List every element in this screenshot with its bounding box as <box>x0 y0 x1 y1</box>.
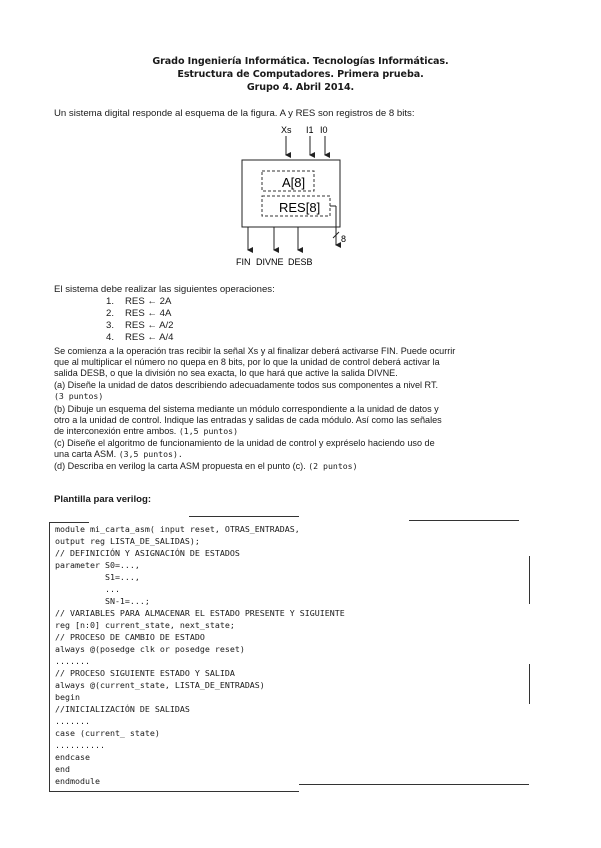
code-line: always @(current_state, LISTA_DE_ENTRADAS) <box>55 680 265 690</box>
code-line: // VARIABLES PARA ALMACENAR EL ESTADO PRESENTE Y SIGUIENTE <box>55 608 345 618</box>
code-line: endcase <box>55 752 90 762</box>
paragraph-line: que al multiplicar el número no quepa en 8 bits, por lo que la unidad de control deberá activar la <box>54 357 440 367</box>
input-label-i1: I1 <box>306 125 314 135</box>
question-a-points: (3 puntos) <box>54 391 104 401</box>
code-line: case (current_ state) <box>55 728 160 738</box>
code-line: always @(posedge clk or posedge reset) <box>55 644 245 654</box>
register-a-label: A[8] <box>282 175 306 190</box>
operation-item: 1. RES ← 2A <box>106 296 172 307</box>
paragraph-line: Se comienza a la operación tras recibir la señal Xs y al finalizar deberá activarse FIN. Puede ocurrir <box>54 346 456 356</box>
question-a: (a) Diseñe la unidad de datos describiendo adecuadamente todos sus componentes a nivel RT. <box>54 380 439 390</box>
code-line: begin <box>55 692 80 702</box>
question-b-line-3: de interconexión entre ambos. (1,5 puntos) <box>54 426 239 436</box>
operation-item: 3. RES ← A/2 <box>106 320 174 331</box>
code-line: end <box>55 764 70 774</box>
input-label-i0: I0 <box>320 125 328 135</box>
header-line-1: Grado Ingeniería Informática. Tecnologías Informáticas. <box>152 56 449 67</box>
block-diagram <box>230 120 370 270</box>
output-label-fin: FIN <box>236 257 251 267</box>
intro-text: Un sistema digital responde al esquema de la figura. A y RES son registros de 8 bits: <box>54 108 415 119</box>
output-label-desb: DESB <box>288 257 313 267</box>
code-line: output reg LISTA_DE_SALIDAS); <box>55 536 200 546</box>
code-line: module mi_carta_asm( input reset, OTRAS_ENTRADAS, <box>55 524 300 534</box>
operation-item: 2. RES ← 4A <box>106 308 172 319</box>
paragraph-line: salida DESB, o que la división no sea exacta, lo que hará que active la salida DIVNE. <box>54 368 398 378</box>
header-line-3: Grupo 4. Abril 2014. <box>246 82 355 93</box>
code-line: endmodule <box>55 776 100 786</box>
res-output-width: 8 <box>341 234 347 244</box>
code-line: parameter S0=..., <box>55 560 140 570</box>
code-line: //INICIALIZACIÓN DE SALIDAS <box>55 704 190 714</box>
question-b-line-2: otro a la unidad de control. Indique las entradas y salidas de cada módulo. Así como las señales <box>54 415 442 425</box>
input-label-xs: Xs <box>281 125 292 135</box>
code-line: // DEFINICIÓN Y ASIGNACIÓN DE ESTADOS <box>55 548 240 558</box>
verilog-template <box>49 514 534 792</box>
question-c: (c) Diseñe el algoritmo de funcionamiento de la unidad de control y expréselo haciendo uso de <box>54 438 435 448</box>
code-line: ....... <box>55 716 90 726</box>
template-title: Plantilla para verilog: <box>54 494 152 505</box>
question-d: (d) Describa en verilog la carta ASM propuesta en el punto (c). (2 puntos) <box>54 461 358 471</box>
question-b: (b) Dibuje un esquema del sistema mediante un módulo correspondiente a la unidad de datos y <box>54 404 439 414</box>
code-line: .......... <box>55 740 105 750</box>
output-label-divne: DIVNE <box>256 257 284 267</box>
register-res-label: RES[8] <box>279 200 321 215</box>
code-line: ... <box>55 584 120 594</box>
code-line: S1=..., <box>55 572 140 582</box>
question-c-line-2: una carta ASM. (3,5 puntos). <box>54 449 183 459</box>
code-line: // PROCESO SIGUIENTE ESTADO Y SALIDA <box>55 668 235 678</box>
operations-intro: El sistema debe realizar las siguientes operaciones: <box>54 284 275 295</box>
operation-item: 4. RES ← A/4 <box>106 332 174 343</box>
code-line: SN-1=...; <box>55 596 150 606</box>
code-line: reg [n:0] current_state, next_state; <box>55 620 235 630</box>
code-line: // PROCESO DE CAMBIO DE ESTADO <box>55 632 205 642</box>
header-line-2: Estructura de Computadores. Primera prueba. <box>177 69 424 80</box>
code-line: ....... <box>55 656 90 666</box>
system-box <box>242 160 340 227</box>
